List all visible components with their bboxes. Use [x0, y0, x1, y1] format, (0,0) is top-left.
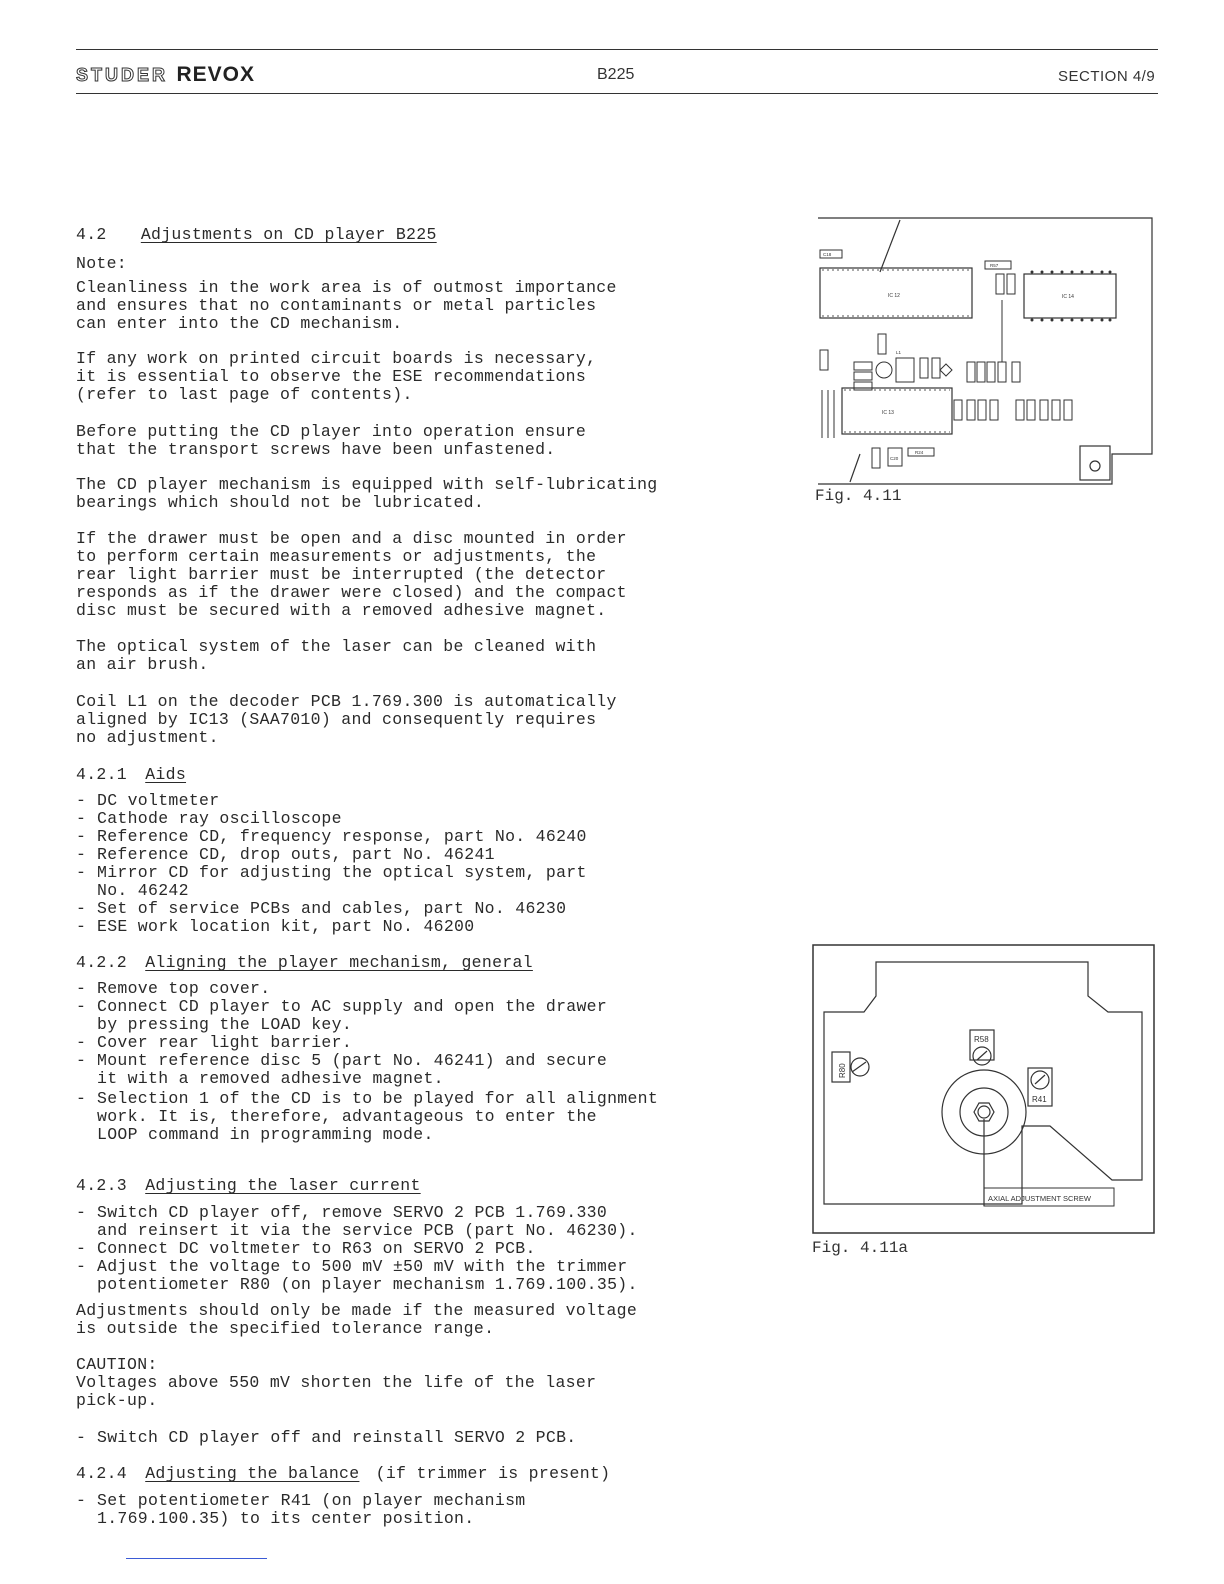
heading-4-2-4 — [76, 1465, 610, 1483]
footer-link-line — [126, 1558, 267, 1559]
text-line: aligned by IC13 (SAA7010) and consequently requires — [76, 710, 597, 729]
label-c20: C20 — [890, 456, 899, 461]
heading-title: Adjustments on CD player B225 — [140, 225, 437, 244]
paragraph-bearings — [76, 476, 658, 512]
heading-4-2-2 — [76, 954, 533, 972]
caution-label: CAUTION: — [76, 1355, 158, 1374]
heading-suffix: (if trimmer is present) — [375, 1464, 611, 1483]
heading-number: 4.2.3 — [76, 1176, 128, 1195]
label-r24: R24 — [915, 450, 924, 455]
list-item-text: Set potentiometer R41 (on player mechanism — [97, 1491, 526, 1510]
text-line: (refer to last page of contents). — [76, 385, 413, 404]
text-line: If any work on printed circuit boards is necessary, — [76, 349, 597, 368]
paragraph-optical — [76, 638, 596, 674]
list-item-text: Reference CD, frequency response, part No. 46240 — [97, 827, 587, 846]
heading-number: 4.2.1 — [76, 765, 128, 784]
heading-4-2-1 — [76, 766, 186, 784]
list-item-text: Cover rear light barrier. — [97, 1033, 353, 1052]
text-line: pick-up. — [76, 1391, 158, 1410]
text-line: Voltages above 550 mV shorten the life of the laser — [76, 1373, 597, 1392]
list-item-text: Remove top cover. — [97, 979, 271, 998]
heading-4-2 — [76, 226, 437, 244]
paragraph-transport-screws — [76, 423, 586, 459]
label-ic14: IC 14 — [1062, 294, 1074, 300]
list-item-text: Switch CD player off and reinstall SERVO 2 PCB. — [97, 1428, 577, 1447]
list-item-text: and reinsert it via the service PCB (part No. 46230). — [97, 1221, 638, 1240]
label-l1: L1 — [896, 350, 902, 355]
heading-number: 4.2 — [76, 225, 107, 244]
heading-title: Aids — [145, 765, 187, 784]
heading-title: Aligning the player mechanism, general — [145, 953, 533, 972]
list-item-text: work. It is, therefore, advantageous to enter the — [97, 1107, 597, 1126]
label-c18: C18 — [823, 252, 832, 257]
header-section: SECTION 4/9 — [1058, 68, 1156, 85]
list-item-text: Reference CD, drop outs, part No. 46241 — [97, 845, 495, 864]
list-item-text: Connect DC voltmeter to R63 on SERVO 2 PCB. — [97, 1239, 536, 1258]
label-r57: R57 — [990, 263, 999, 268]
text-line: and ensures that no contaminants or metal particles — [76, 296, 597, 315]
list-item-text: DC voltmeter — [97, 791, 220, 810]
header-model: B225 — [597, 66, 635, 83]
text-line: that the transport screws have been unfastened. — [76, 440, 556, 459]
text-line: to perform certain measurements or adjustments, the — [76, 547, 597, 566]
list-item-text: Connect CD player to AC supply and open the drawer — [97, 997, 608, 1016]
label-r80: R80 — [838, 1063, 847, 1078]
brand-logo — [76, 63, 255, 87]
label-axial-adjustment-screw: AXIAL ADJUSTMENT SCREW — [988, 1194, 1091, 1203]
list-item-text: ESE work location kit, part No. 46200 — [97, 917, 475, 936]
list-item-text: Adjust the voltage to 500 mV ±50 mV with the trimmer — [97, 1257, 628, 1276]
text-line: Before putting the CD player into operation ensure — [76, 422, 587, 441]
list-item-text: Selection 1 of the CD is to be played for all alignment — [97, 1089, 659, 1108]
figure-4-11a-mechanism — [812, 944, 1156, 1236]
text-line: disc must be secured with a removed adhesive magnet. — [76, 601, 607, 620]
text-line: can enter into the CD mechanism. — [76, 314, 403, 333]
list-item-text: Switch CD player off, remove SERVO 2 PCB 1.769.330 — [97, 1203, 608, 1222]
heading-number: 4.2.2 — [76, 953, 128, 972]
list-item-text: by pressing the LOAD key. — [97, 1015, 353, 1034]
text-line: bearings which should not be lubricated. — [76, 493, 485, 512]
text-line: is outside the specified tolerance range. — [76, 1319, 495, 1338]
list-item-text: 1.769.100.35) to its center position. — [97, 1509, 475, 1528]
text-line: If the drawer must be open and a disc mounted in order — [76, 529, 627, 548]
brand-studer: STUDER — [76, 65, 169, 85]
text-line: rear light barrier must be interrupted (the detector — [76, 565, 607, 584]
paragraph-ese — [76, 350, 596, 404]
list-item-text: Mirror CD for adjusting the optical system, part — [97, 863, 587, 882]
heading-4-2-3 — [76, 1177, 421, 1195]
text-line: The CD player mechanism is equipped with self-lubricating — [76, 475, 658, 494]
brand-revox: REVOX — [176, 63, 255, 86]
text-line: responds as if the drawer were closed) and the compact — [76, 583, 627, 602]
text-line: Coil L1 on the decoder PCB 1.769.300 is automatically — [76, 692, 617, 711]
label-r41: R41 — [1032, 1095, 1047, 1104]
text-line: no adjustment. — [76, 728, 219, 747]
caution-text — [76, 1374, 596, 1410]
text-line: an air brush. — [76, 655, 209, 674]
caption-fig-4-11: Fig. 4.11 — [815, 487, 902, 505]
text-line: Adjustments should only be made if the measured voltage — [76, 1301, 638, 1320]
list-item-text: LOOP command in programming mode. — [97, 1125, 434, 1144]
label-ic12: IC 12 — [888, 293, 900, 299]
list-item-text: No. 46242 — [97, 881, 189, 900]
list-item-text: Mount reference disc 5 (part No. 46241) and secure — [97, 1051, 608, 1070]
paragraph-cleanliness — [76, 279, 617, 333]
text-line: Cleanliness in the work area is of outmost importance — [76, 278, 617, 297]
paragraph-coil — [76, 693, 617, 747]
caption-fig-4-11a: Fig. 4.11a — [812, 1239, 909, 1257]
list-item-text: Set of service PCBs and cables, part No. 46230 — [97, 899, 567, 918]
heading-title: Adjusting the laser current — [145, 1176, 421, 1195]
figure-4-11-pcb — [812, 212, 1157, 492]
label-r58: R58 — [974, 1035, 989, 1044]
note-label: Note: — [76, 254, 128, 273]
list-item-text: Cathode ray oscilloscope — [97, 809, 342, 828]
heading-number: 4.2.4 — [76, 1464, 128, 1483]
paragraph-tolerance — [76, 1302, 637, 1338]
heading-title: Adjusting the balance — [145, 1464, 360, 1483]
paragraph-drawer — [76, 530, 627, 620]
label-ic13: IC 13 — [882, 410, 894, 416]
text-line: it is essential to observe the ESE recommendations — [76, 367, 587, 386]
text-line: The optical system of the laser can be cleaned with — [76, 637, 597, 656]
list-item-text: it with a removed adhesive magnet. — [97, 1069, 444, 1088]
list-item-text: potentiometer R80 (on player mechanism 1.769.100.35). — [97, 1275, 638, 1294]
